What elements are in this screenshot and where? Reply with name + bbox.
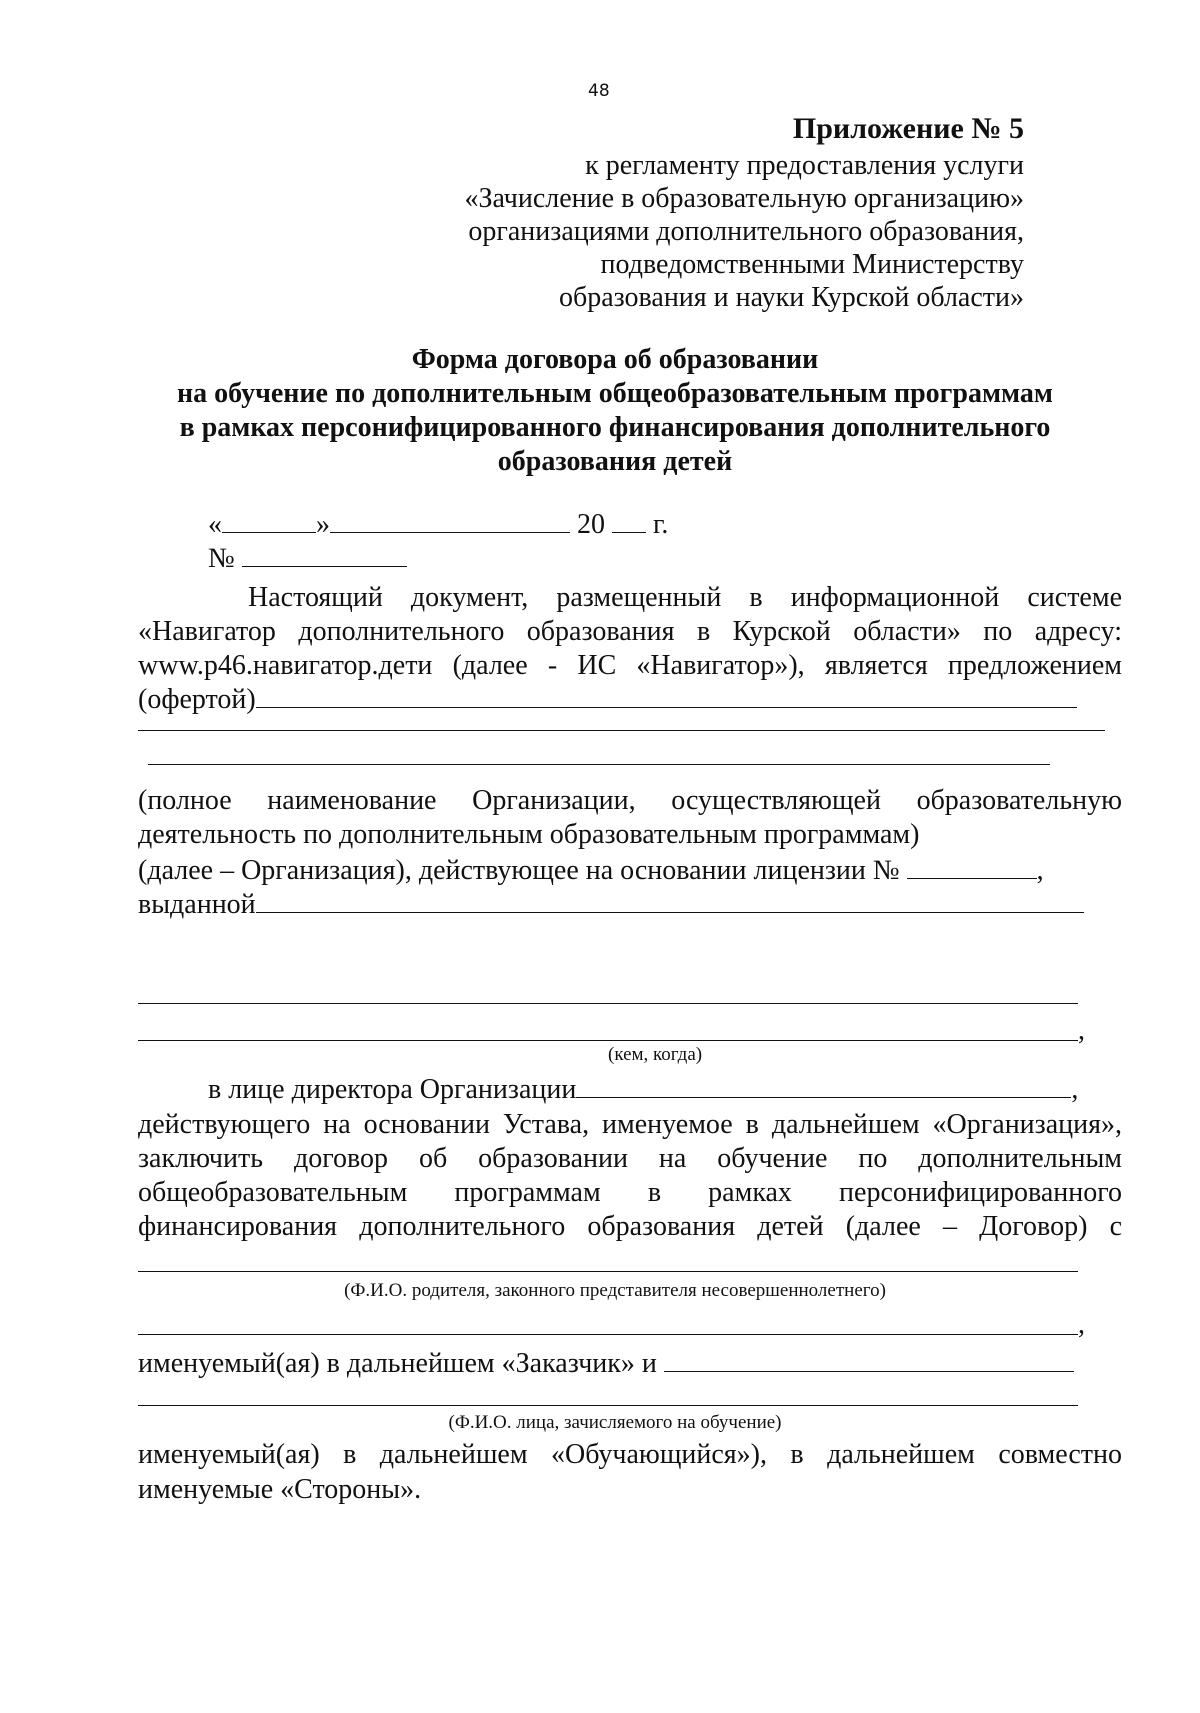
parent-caption — [0, 1280, 1200, 1302]
page-number: 48 — [588, 81, 610, 101]
director-text-line: действующего на основании Устава, именуемое в дальнейшем «Организация», — [138, 1109, 1122, 1140]
year-blank — [612, 508, 646, 533]
form-title-line: в рамках персонифицированного финансирования дополнительного — [179, 412, 1051, 443]
issued-label: выданной — [138, 889, 256, 920]
form-title-line: Форма договора об образовании — [411, 344, 819, 375]
appendix-line: «Зачисление в образовательную организацию» — [464, 183, 1024, 214]
org-name-blank — [256, 683, 1077, 708]
appendix-line: организациями дополнительного образования, — [468, 216, 1024, 247]
parent-caption-text: (Ф.И.О. родителя, законного представителя несовершеннолетнего) — [344, 1280, 886, 1301]
intro-line: www.р46.навигатор.дети (далее - ИС «Навигатор»), является предложением — [138, 650, 1122, 681]
issued-caption: (кем, когда) — [608, 1044, 703, 1065]
number-label: № — [208, 543, 235, 574]
director-comma: , — [1071, 1074, 1079, 1105]
director-name-blank — [576, 1073, 1071, 1098]
year-suffix: г. — [653, 509, 669, 540]
month-blank — [330, 508, 570, 533]
director-text-line: заключить договор об образовании на обучение по дополнительным — [138, 1143, 1122, 1174]
offer-line — [138, 683, 1077, 717]
director-text-line: общеобразовательным программам в рамках персонифицированного — [138, 1177, 1122, 1208]
director-text-line: финансирования дополнительного образования детей (далее – Договор) с — [138, 1211, 1122, 1242]
org-name-blank-line — [138, 730, 1105, 731]
day-blank — [222, 508, 316, 533]
appendix-line: образования и науки Курской области» — [558, 282, 1024, 313]
parent-comma: , — [1078, 1309, 1085, 1340]
student-caption — [0, 1412, 1200, 1434]
form-title-line: на обучение по дополнительным общеобразовательным программам — [177, 378, 1053, 409]
date-close-quote: » — [316, 509, 330, 540]
issued-by-blank-line — [138, 1003, 1078, 1004]
appendix-title: Приложение № 5 — [792, 112, 1024, 145]
number-line — [208, 542, 407, 576]
license-text: (далее – Организация), действующее на основании лицензии № — [138, 855, 900, 886]
date-line — [208, 508, 668, 542]
number-blank — [242, 542, 407, 567]
year-prefix: 20 — [577, 509, 605, 540]
intro-line: Настоящий документ, размещенный в информационной системе — [248, 582, 1122, 613]
customer-text: именуемый(ая) в дальнейшем «Заказчик» и — [138, 1348, 657, 1379]
student-name-blank — [664, 1347, 1074, 1372]
appendix-line: подведомственными Министерству — [600, 249, 1024, 280]
director-line — [208, 1073, 1078, 1107]
form-title-line: образования детей — [497, 446, 733, 477]
parent-name-blank-line — [138, 1334, 1078, 1335]
student-caption-text: (Ф.И.О. лица, зачисляемого на обучение) — [448, 1412, 782, 1433]
issued-by-blank — [256, 888, 1084, 913]
date-open-quote: « — [208, 509, 222, 540]
org-name-blank-line — [148, 764, 1050, 765]
closing-line: именуемый(ая) в дальнейшем «Обучающийся»), в дальнейшем совместно — [138, 1439, 1122, 1470]
customer-line — [138, 1347, 1074, 1381]
closing-line: именуемые «Стороны». — [138, 1474, 422, 1505]
license-number-blank — [907, 854, 1037, 879]
issued-by-blank-line — [138, 1040, 1078, 1041]
issued-comma: , — [1078, 1015, 1085, 1046]
student-name-blank-line — [138, 1405, 1078, 1406]
offer-label: (офертой) — [138, 684, 256, 715]
director-label: в лице директора Организации — [208, 1074, 577, 1105]
org-note-line: (полное наименование Организации, осуществляющей образовательную — [138, 785, 1122, 816]
parent-name-blank-line — [138, 1271, 1078, 1272]
appendix-line: к регламенту предоставления услуги — [585, 150, 1024, 181]
license-comma: , — [1036, 855, 1044, 886]
org-note-line: деятельность по дополнительным образовательным программам) — [138, 819, 920, 850]
license-line — [138, 854, 1044, 888]
intro-line: «Навигатор дополнительного образования в Курской области» по адресу: — [138, 616, 1122, 647]
issued-line — [138, 888, 1084, 922]
